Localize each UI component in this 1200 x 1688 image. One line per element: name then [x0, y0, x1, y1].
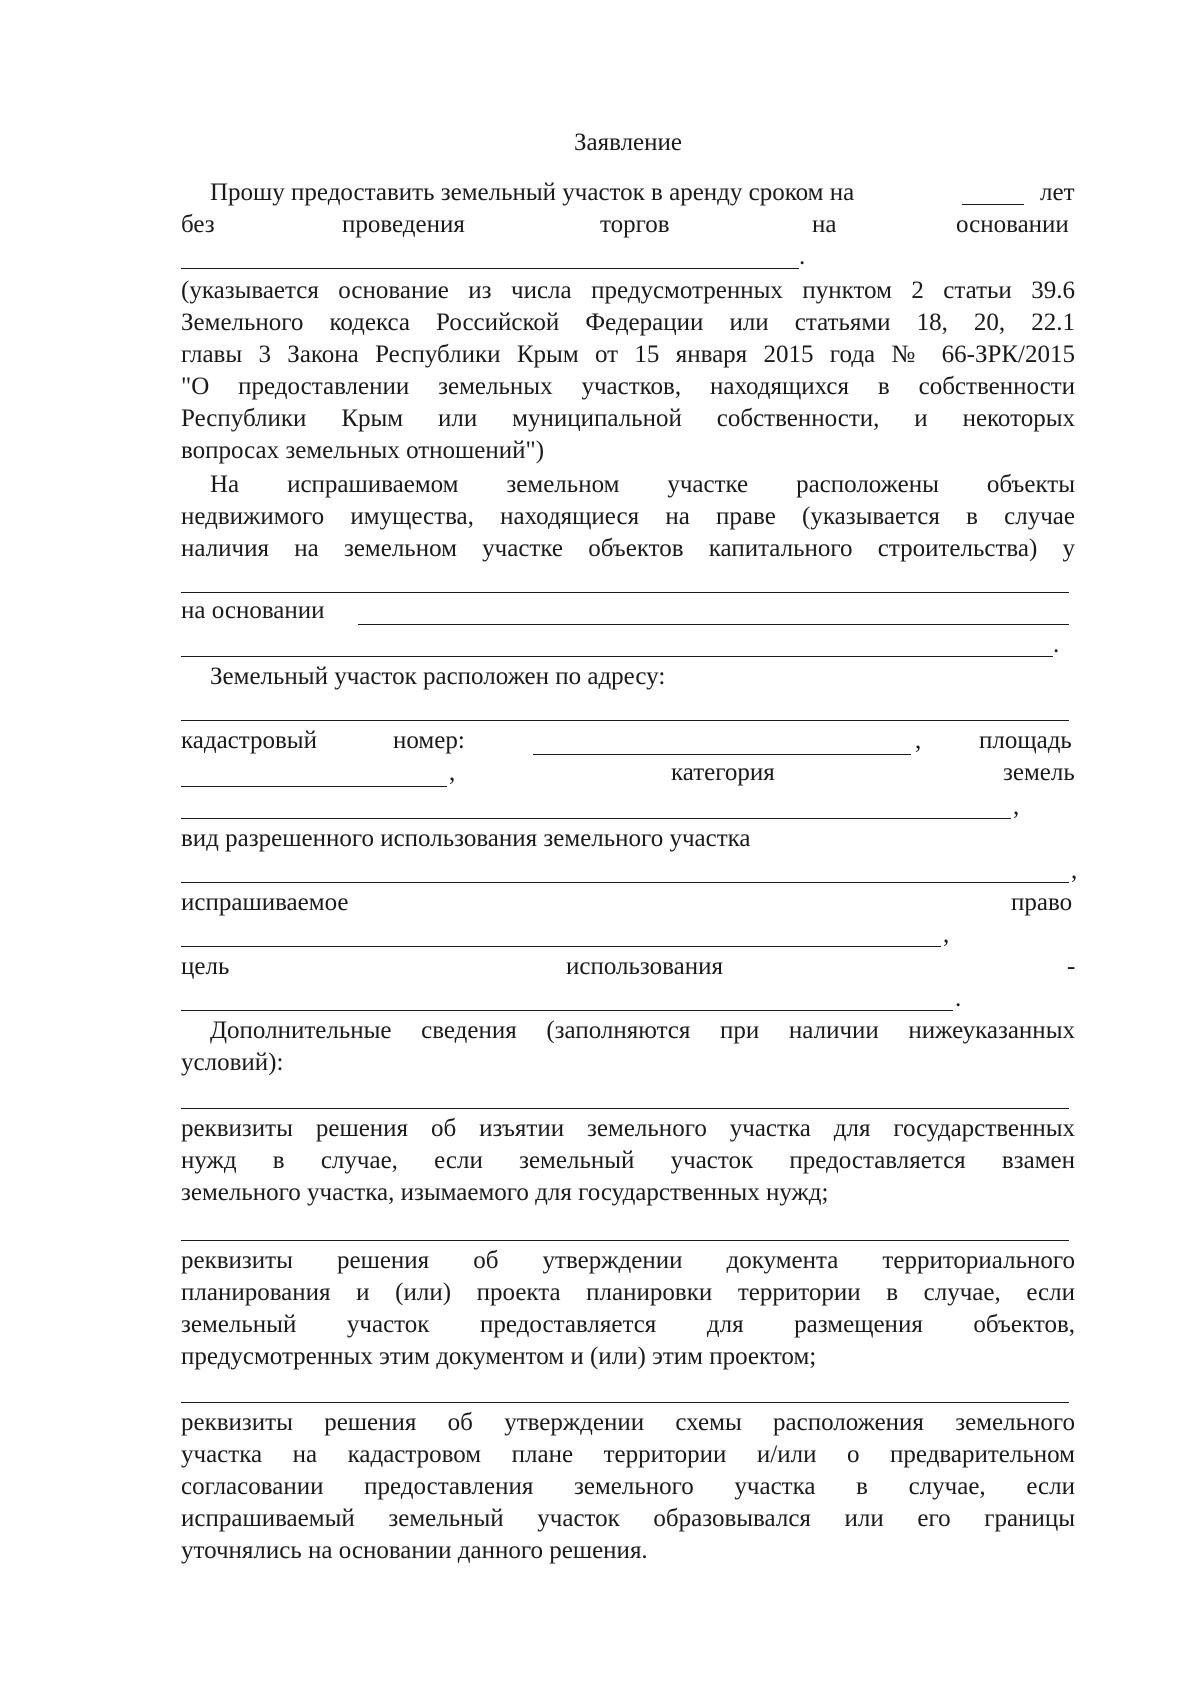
- scheme-line: участка на кадастровом плане территории и/или о предварительном: [181, 1441, 1075, 1468]
- area-comma: ,: [449, 759, 456, 786]
- requested-right-comma: ,: [943, 921, 950, 948]
- planning-line: реквизиты решения об утверждении документа территориального: [181, 1247, 1075, 1274]
- basis-period: .: [799, 243, 806, 270]
- planning-line: планирования и (или) проекта планировки территории в случае, если: [181, 1279, 1075, 1306]
- requested-right-label: испрашиваемое: [181, 889, 349, 916]
- purpose-label: цель: [181, 953, 230, 980]
- basis-note-line: (указывается основание из числа предусмотренных пунктом 2 статьи 39.6: [181, 277, 1075, 304]
- planning-blank[interactable]: [181, 1240, 1069, 1241]
- basis-note-line: "О предоставлении земельных участков, находящихся в собственности: [181, 373, 1075, 400]
- seizure-line: нужд в случае, если земельный участок предоставляется взамен: [181, 1147, 1075, 1174]
- planning-line: предусмотренных этим документом и (или) этим проектом;: [181, 1343, 817, 1370]
- usage-label: использования: [566, 953, 723, 980]
- objects-line: наличия на земельном участке объектов капитального строительства) у: [181, 535, 1075, 562]
- area-label: площадь: [979, 727, 1072, 754]
- objects-line: На испрашиваемом земельном участке расположены объекты: [210, 471, 1075, 498]
- on-basis-label: на основании: [181, 597, 325, 624]
- on-basis-blank[interactable]: [358, 624, 1069, 625]
- category-comma: ,: [1013, 793, 1020, 820]
- land-label: земель: [1003, 759, 1075, 786]
- document-title: Заявление: [573, 129, 683, 156]
- intro-word: основании: [956, 211, 1069, 238]
- intro-word: без: [181, 211, 215, 238]
- category-label: категория: [671, 759, 775, 786]
- seizure-line: реквизиты решения об изъятии земельного участка для государственных: [181, 1115, 1075, 1142]
- address-blank[interactable]: [181, 720, 1069, 721]
- on-basis-blank-2[interactable]: [181, 656, 1053, 657]
- purpose-period: .: [955, 985, 962, 1012]
- additional-line: условий):: [181, 1049, 284, 1076]
- permitted-use-comma: ,: [1071, 857, 1078, 884]
- intro-word: на: [812, 211, 837, 238]
- basis-note-line: главы 3 Закона Республики Крым от 15 января 2015 года № 66-ЗРК/2015: [181, 341, 1075, 368]
- seizure-line: земельного участка, изымаемого для государственных нужд;: [181, 1179, 829, 1206]
- on-basis-period: .: [1053, 631, 1060, 658]
- category-blank[interactable]: [181, 818, 1011, 819]
- scheme-line: согласовании предоставления земельного участка в случае, если: [181, 1473, 1075, 1500]
- scheme-line: реквизиты решения об утверждении схемы расположения земельного: [181, 1409, 1075, 1436]
- purpose-blank[interactable]: [181, 1010, 953, 1011]
- permitted-use-label: вид разрешенного использования земельного участка: [181, 825, 751, 852]
- basis-note-line: Земельного кодекса Российской Федерации или статьями 18, 20, 22.1: [181, 309, 1075, 336]
- cadastral-number-label: номер:: [393, 727, 465, 754]
- address-label: Земельный участок расположен по адресу:: [210, 663, 666, 690]
- area-blank[interactable]: [181, 786, 447, 787]
- owner-blank[interactable]: [181, 592, 1069, 593]
- requested-right-blank[interactable]: [181, 946, 941, 947]
- cadastral-label: кадастровый: [181, 727, 317, 754]
- scheme-line: уточнялись на основании данного решения.: [181, 1537, 648, 1564]
- basis-note-line: вопросах земельных отношений"): [181, 437, 545, 464]
- basis-blank[interactable]: [181, 268, 799, 269]
- permitted-use-blank[interactable]: [181, 882, 1069, 883]
- scheme-blank[interactable]: [181, 1402, 1069, 1403]
- cadastral-number-blank[interactable]: [533, 754, 911, 755]
- purpose-dash: -: [1067, 953, 1076, 980]
- term-years-blank[interactable]: [962, 204, 1024, 205]
- intro-word: торгов: [600, 211, 670, 238]
- scheme-line: испрашиваемый земельный участок образовывался или его границы: [181, 1505, 1075, 1532]
- intro-word: проведения: [342, 211, 465, 238]
- intro-years-label: лет: [1040, 179, 1075, 206]
- basis-note-line: Республики Крым или муниципальной собственности, и некоторых: [181, 405, 1075, 432]
- cadastral-comma: ,: [915, 727, 922, 754]
- right-label: право: [1011, 889, 1073, 916]
- objects-line: недвижимого имущества, находящиеся на праве (указывается в случае: [181, 503, 1075, 530]
- planning-line: земельный участок предоставляется для размещения объектов,: [181, 1311, 1075, 1338]
- seizure-blank[interactable]: [181, 1108, 1069, 1109]
- intro-text: Прошу предоставить земельный участок в аренду сроком на: [210, 179, 855, 206]
- additional-line: Дополнительные сведения (заполняются при наличии нижеуказанных: [210, 1017, 1075, 1044]
